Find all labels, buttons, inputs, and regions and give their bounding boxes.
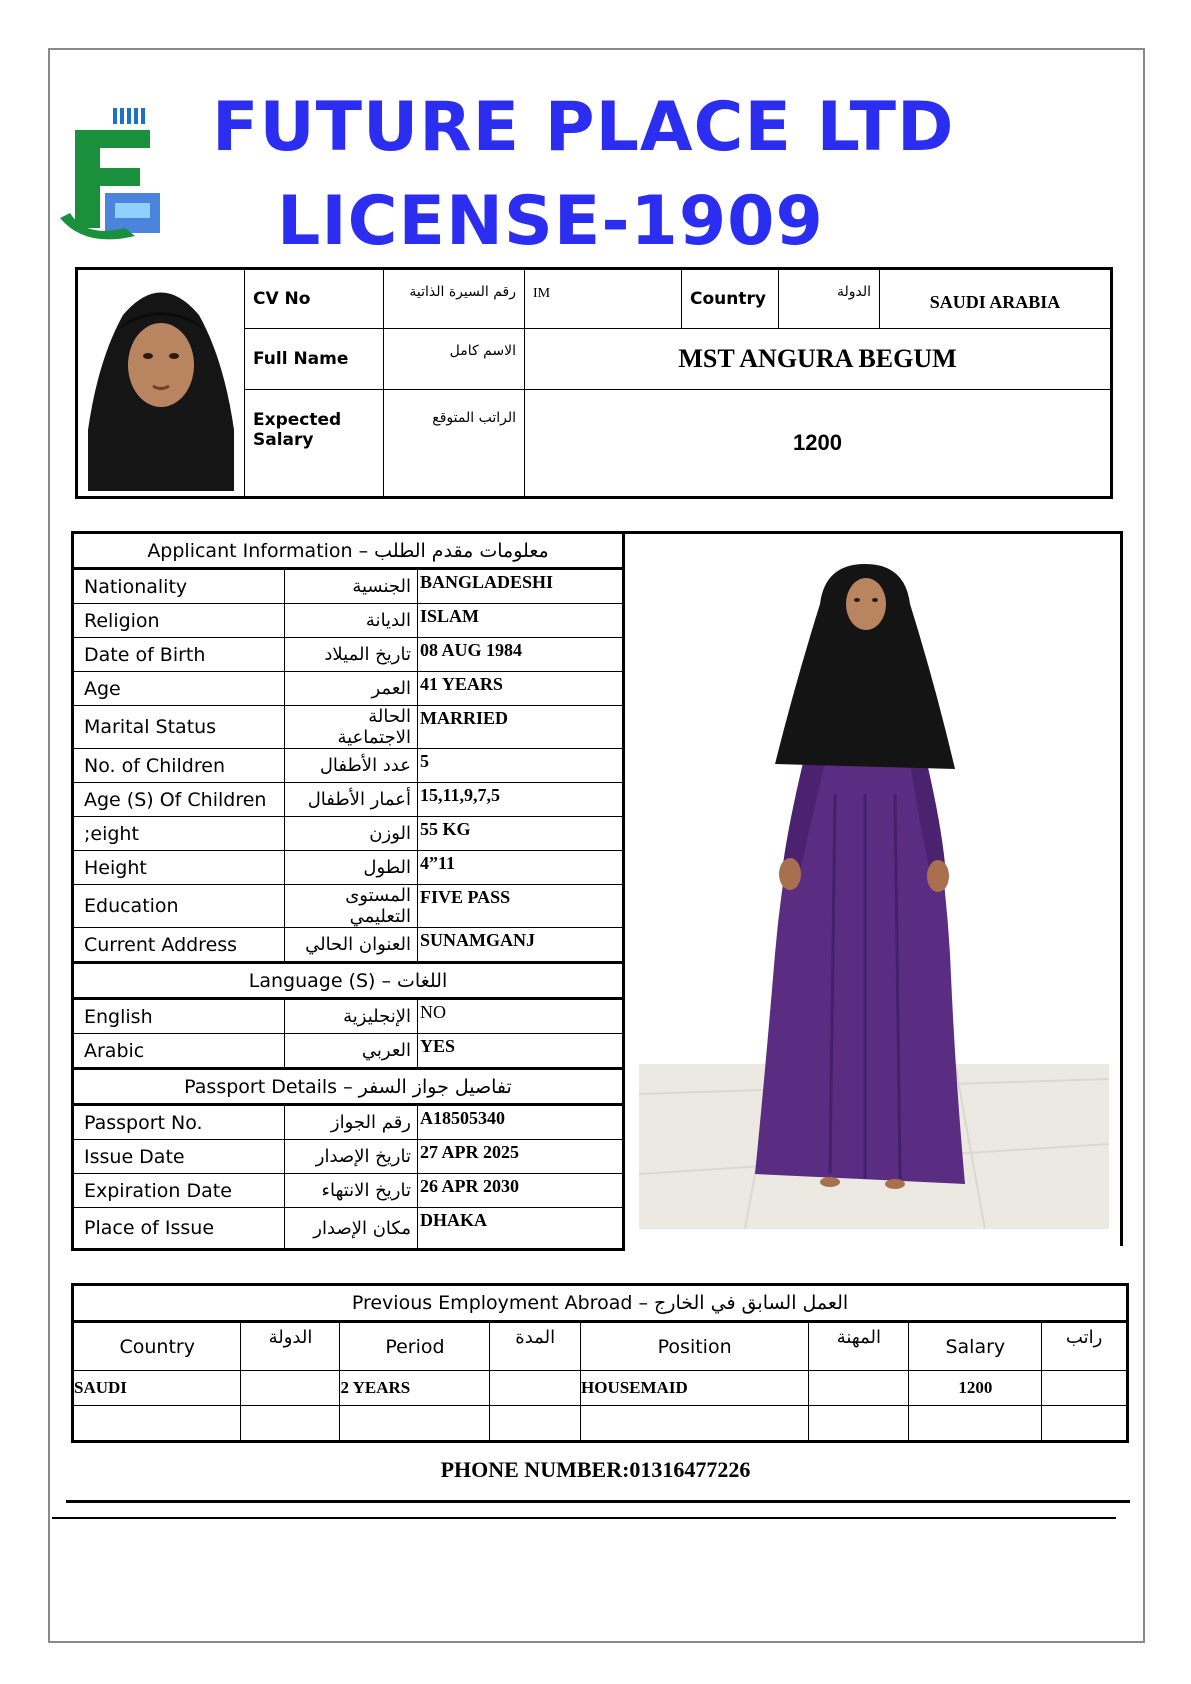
table-row [73,783,624,817]
row-value: BANGLADESHI [418,569,624,604]
row-value: SUNAMGANJ [418,928,624,963]
table-row [73,885,624,928]
table-row [73,851,624,885]
table-row [73,672,624,706]
row-label: Issue Date [73,1140,285,1174]
row-label-ar: تاريخ الانتهاء [285,1174,418,1208]
table-row [73,749,624,783]
full-length-image [625,534,1120,1246]
row-label: Date of Birth [73,638,285,672]
row-label-ar: المستوى التعليمي [285,885,418,928]
divider [52,1517,1116,1519]
row-label: Marital Status [73,706,285,749]
table-row [73,569,624,604]
row-value: 27 APR 2025 [418,1140,624,1174]
row-label-ar: الجنسية [285,569,418,604]
country-value: SAUDI ARABIA [880,269,1112,329]
row-value: 4”11 [418,851,624,885]
phone-number: PHONE NUMBER:01316477226 [440,1457,751,1482]
full-length-photo [625,531,1123,1246]
emp-salary: 1200 [909,1371,1042,1406]
table-row [73,817,624,851]
row-label: ;eight [73,817,285,851]
col-salary-ar: راتب [1042,1322,1128,1371]
row-label: Arabic [73,1034,285,1069]
row-label-ar: تاريخ الميلاد [285,638,418,672]
row-label: Expiration Date [73,1174,285,1208]
row-label-ar: الحالة الاجتماعية [285,706,418,749]
col-period: Period [340,1322,490,1371]
col-period-ar: المدة [490,1322,581,1371]
row-label-ar: رقم الجواز [285,1105,418,1140]
table-row [73,1105,624,1140]
row-label-ar: الإنجليزية [285,999,418,1034]
table-row [73,1174,624,1208]
table-row [73,999,624,1034]
table-row [73,706,624,749]
col-country-ar: الدولة [241,1322,340,1371]
row-label-ar: عدد الأطفال [285,749,418,783]
row-label: No. of Children [73,749,285,783]
row-value: 41 YEARS [418,672,624,706]
emp-country: SAUDI [73,1371,241,1406]
divider [66,1500,1130,1503]
cv-no-label-ar: رقم السيرة الذاتية [384,269,525,329]
row-label-ar: الديانة [285,604,418,638]
full-name-label-ar: الاسم كامل [384,328,525,389]
table-row [73,928,624,963]
row-value: 5 [418,749,624,783]
row-label-ar: العنوان الحالي [285,928,418,963]
row-label: Age [73,672,285,706]
row-label: Education [73,885,285,928]
row-value: 55 KG [418,817,624,851]
employment-table [71,1283,1129,1443]
portrait-photo [77,269,245,498]
row-label-ar: مكان الإصدار [285,1208,418,1250]
languages-heading: Language (S) – اللغات [73,963,624,999]
row-label-ar: الطول [285,851,418,885]
employment-heading: Previous Employment Abroad – العمل السابق في الخارج [73,1285,1128,1322]
row-label-ar: العمر [285,672,418,706]
table-row [73,638,624,672]
table-row [73,1140,624,1174]
row-value: YES [418,1034,624,1069]
license-title: LICENSE-1909 [277,182,824,261]
table-row [73,1371,1128,1406]
cv-no-value: IM [525,269,682,329]
row-label: Place of Issue [73,1208,285,1250]
salary-label: Expected Salary [245,389,384,497]
col-salary: Salary [909,1322,1042,1371]
full-name-label: Full Name [245,328,384,389]
passport-heading: Passport Details – تفاصيل جواز السفر [73,1069,624,1105]
company-title: FUTURE PLACE LTD [212,88,955,167]
row-value: NO [418,999,624,1034]
row-label-ar: الوزن [285,817,418,851]
row-label: Age (S) Of Children [73,783,285,817]
row-label-ar: العربي [285,1034,418,1069]
country-label-ar: الدولة [779,269,880,329]
row-label-ar: أعمار الأطفال [285,783,418,817]
col-country: Country [73,1322,241,1371]
row-label: Current Address [73,928,285,963]
row-label: Religion [73,604,285,638]
row-value: MARRIED [418,706,624,749]
country-label: Country [682,269,779,329]
row-label-ar: تاريخ الإصدار [285,1140,418,1174]
company-logo [55,108,165,248]
col-position: Position [581,1322,809,1371]
row-value: 15,11,9,7,5 [418,783,624,817]
row-value: 08 AUG 1984 [418,638,624,672]
emp-position: HOUSEMAID [581,1371,809,1406]
applicant-heading: Applicant Information – معلومات مقدم الطلب [73,533,624,569]
portrait-image [78,270,244,491]
col-position-ar: المهنة [809,1322,909,1371]
row-value: A18505340 [418,1105,624,1140]
row-value: DHAKA [418,1208,624,1250]
row-label: English [73,999,285,1034]
salary-label-ar: الراتب المتوقع [384,389,525,497]
row-value: 26 APR 2030 [418,1174,624,1208]
row-label: Height [73,851,285,885]
applicant-info-table [71,531,625,1251]
summary-table [75,267,1113,499]
cv-no-label: CV No [245,269,384,329]
table-row [73,1208,624,1250]
table-row [73,1034,624,1069]
salary-value: 1200 [525,389,1112,497]
row-value: FIVE PASS [418,885,624,928]
row-label: Nationality [73,569,285,604]
table-row [73,604,624,638]
row-label: Passport No. [73,1105,285,1140]
emp-period: 2 YEARS [340,1371,490,1406]
full-name-value: MST ANGURA BEGUM [525,328,1112,389]
row-value: ISLAM [418,604,624,638]
table-row [73,1406,1128,1442]
